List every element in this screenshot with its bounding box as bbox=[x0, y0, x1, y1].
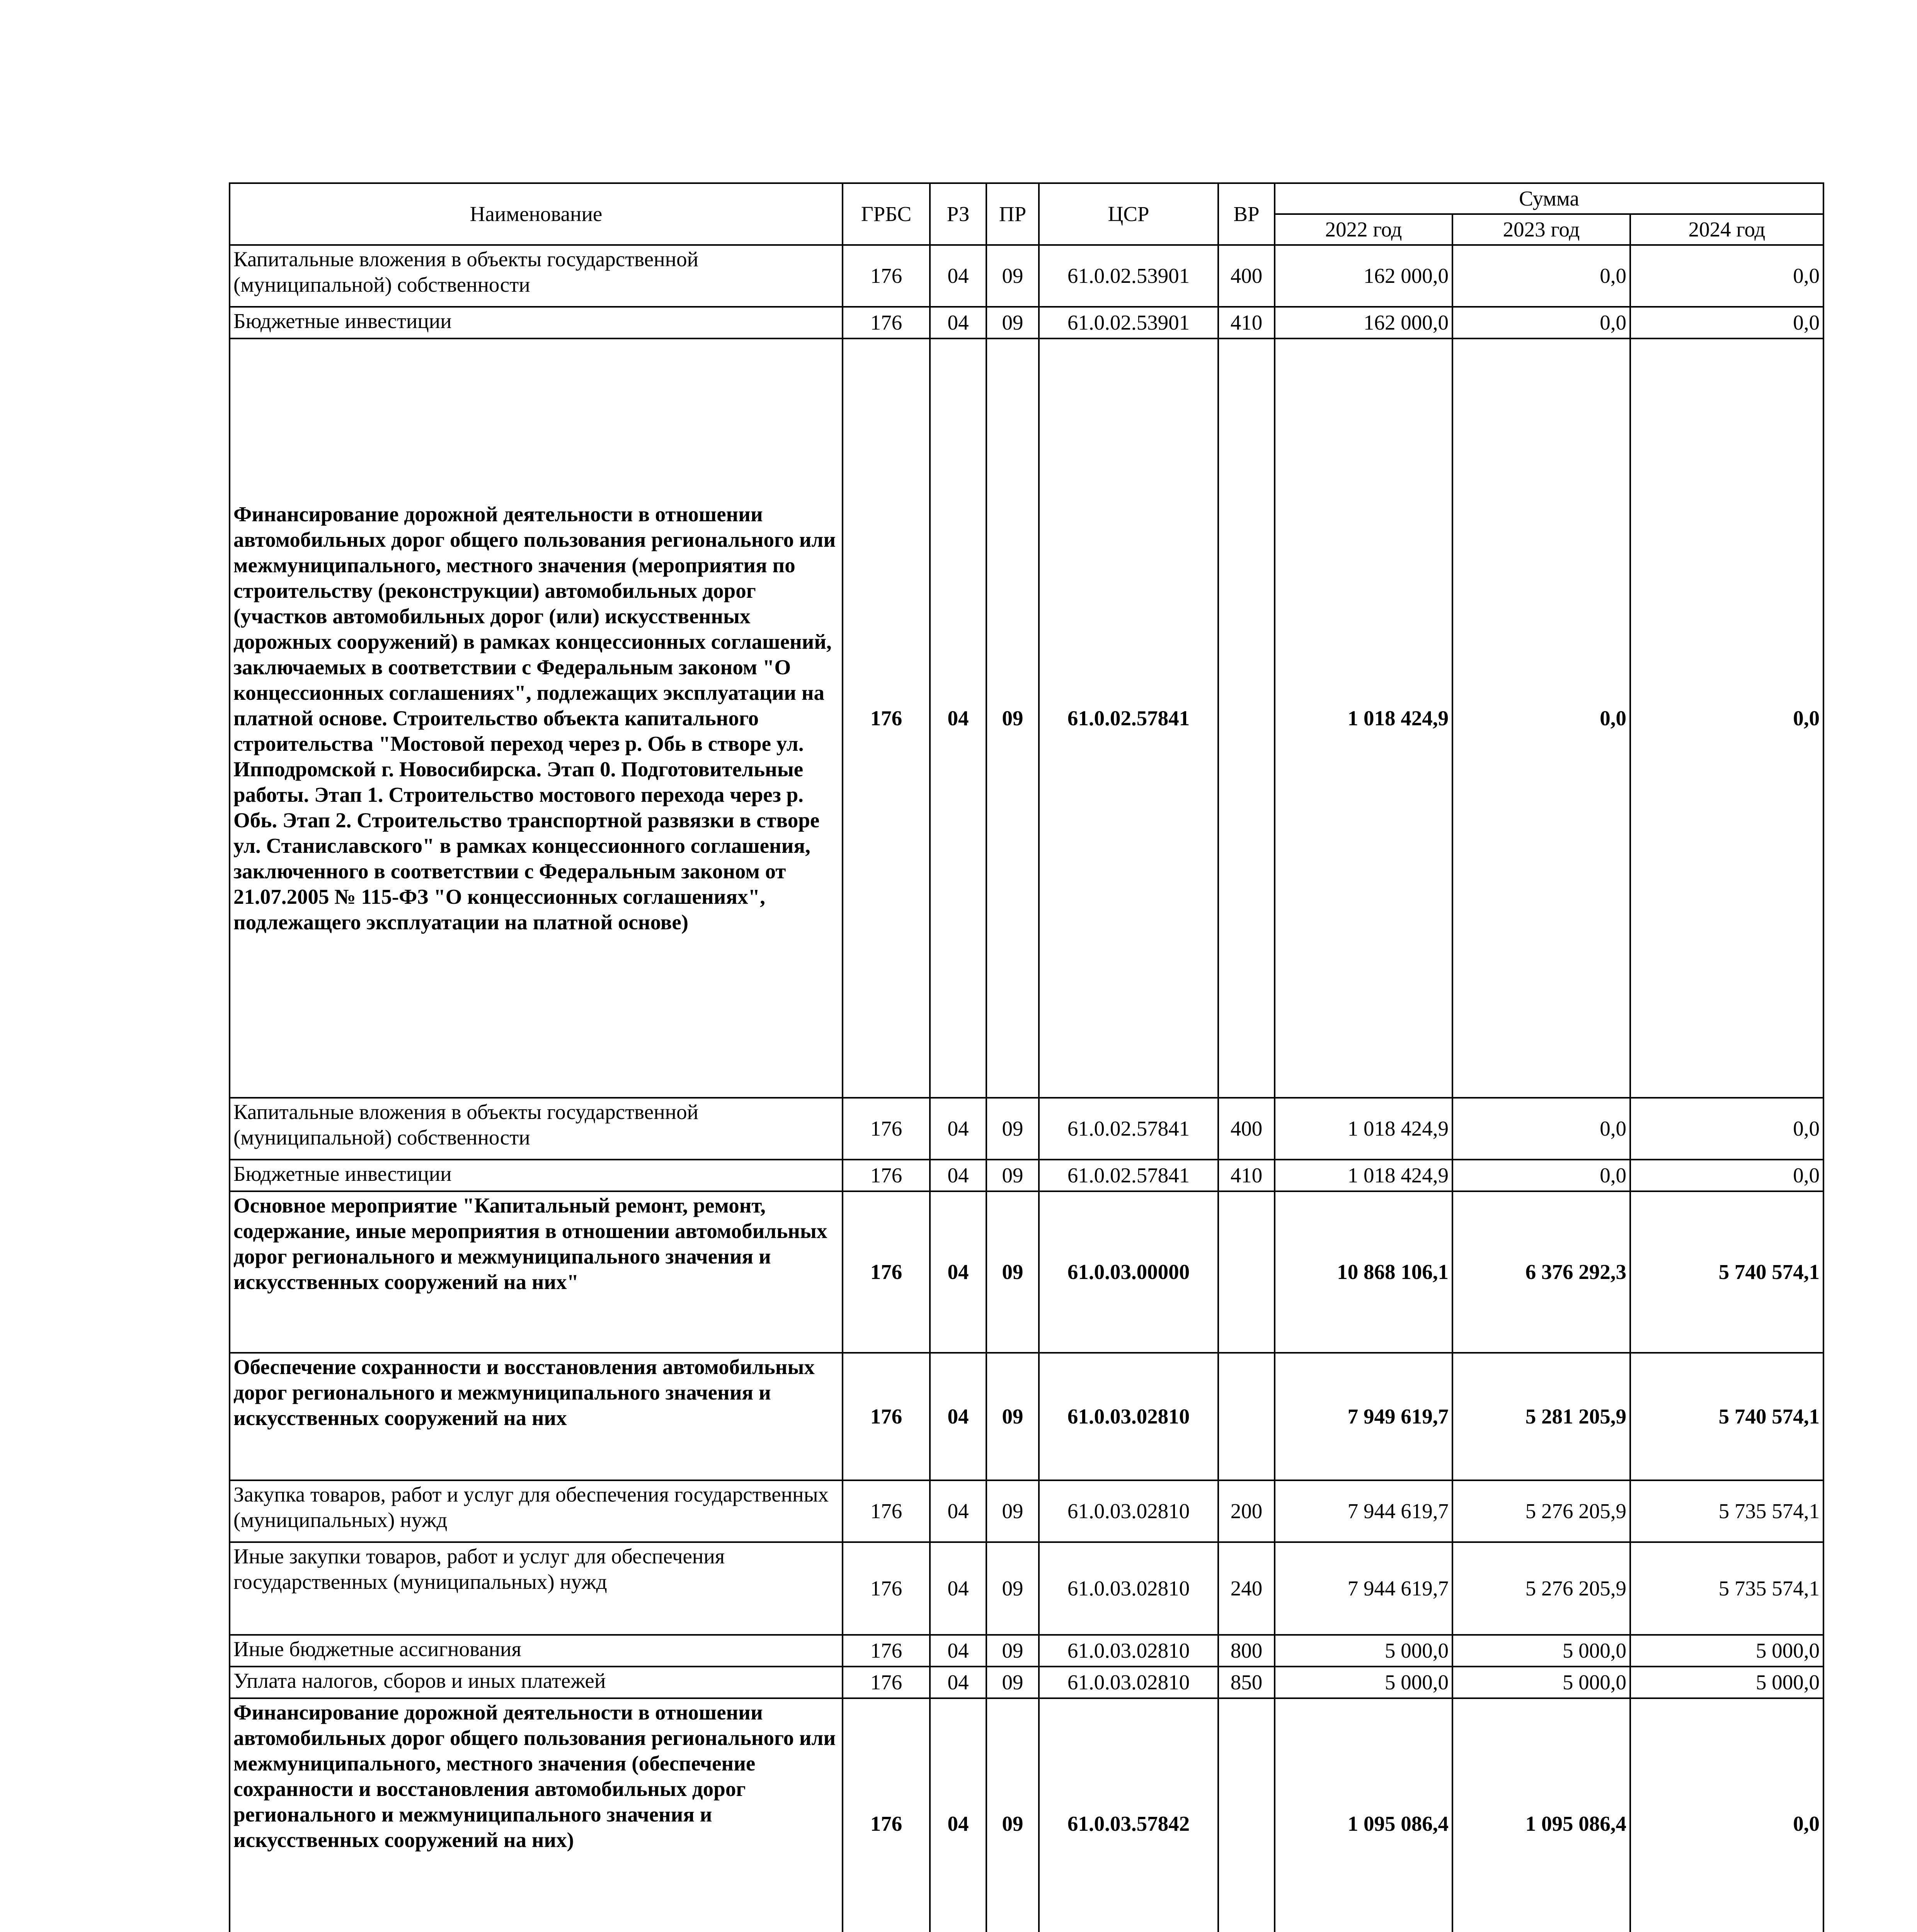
row-rz: 04 bbox=[930, 1698, 986, 1932]
table-row bbox=[230, 1191, 1823, 1353]
row-name: Капитальные вложения в объекты государственной (муниципальной) собственности bbox=[230, 245, 843, 307]
row-pr: 09 bbox=[986, 1480, 1039, 1542]
table-row bbox=[230, 1353, 1823, 1480]
row-sum-2024: 0,0 bbox=[1630, 1698, 1823, 1932]
header-name: Наименование bbox=[230, 183, 843, 245]
row-grbs: 176 bbox=[843, 1098, 930, 1160]
row-sum-2023: 0,0 bbox=[1452, 1098, 1630, 1160]
row-sum-2023: 5 000,0 bbox=[1452, 1667, 1630, 1698]
row-grbs: 176 bbox=[843, 338, 930, 1098]
row-csr: 61.0.03.02810 bbox=[1039, 1480, 1218, 1542]
row-name: Обеспечение сохранности и восстановления автомобильных дорог регионального и межмуниципального значения и искусственных сооружений на них bbox=[230, 1353, 843, 1480]
row-csr: 61.0.03.02810 bbox=[1039, 1635, 1218, 1667]
table-row bbox=[230, 245, 1823, 307]
row-csr: 61.0.03.00000 bbox=[1039, 1191, 1218, 1353]
row-pr: 09 bbox=[986, 1160, 1039, 1191]
row-vr: 400 bbox=[1218, 1098, 1275, 1160]
row-vr bbox=[1218, 1698, 1275, 1932]
row-grbs: 176 bbox=[843, 1160, 930, 1191]
row-sum-2022: 1 018 424,9 bbox=[1275, 1160, 1452, 1191]
row-rz: 04 bbox=[930, 1667, 986, 1698]
row-name: Иные закупки товаров, работ и услуг для обеспечения государственных (муниципальных) нужд bbox=[230, 1542, 843, 1635]
header-rz: РЗ bbox=[930, 183, 986, 245]
header-pr: ПР bbox=[986, 183, 1039, 245]
row-vr: 800 bbox=[1218, 1635, 1275, 1667]
header-year-2024: 2024 год bbox=[1630, 214, 1823, 245]
row-pr: 09 bbox=[986, 338, 1039, 1098]
row-pr: 09 bbox=[986, 1353, 1039, 1480]
header-csr: ЦСР bbox=[1039, 183, 1218, 245]
row-csr: 61.0.02.57841 bbox=[1039, 338, 1218, 1098]
row-sum-2023: 0,0 bbox=[1452, 245, 1630, 307]
row-sum-2022: 10 868 106,1 bbox=[1275, 1191, 1452, 1353]
row-name: Закупка товаров, работ и услуг для обеспечения государственных (муниципальных) нужд bbox=[230, 1480, 843, 1542]
row-csr: 61.0.02.53901 bbox=[1039, 307, 1218, 338]
row-sum-2023: 5 000,0 bbox=[1452, 1635, 1630, 1667]
table-row bbox=[230, 338, 1823, 1098]
row-sum-2024: 5 740 574,1 bbox=[1630, 1353, 1823, 1480]
row-rz: 04 bbox=[930, 1160, 986, 1191]
row-sum-2022: 7 944 619,7 bbox=[1275, 1542, 1452, 1635]
row-sum-2022: 7 944 619,7 bbox=[1275, 1480, 1452, 1542]
table-body bbox=[230, 245, 1823, 1932]
row-rz: 04 bbox=[930, 1191, 986, 1353]
row-csr: 61.0.02.53901 bbox=[1039, 245, 1218, 307]
row-sum-2024: 0,0 bbox=[1630, 1160, 1823, 1191]
row-pr: 09 bbox=[986, 1098, 1039, 1160]
budget-table bbox=[229, 182, 1824, 1932]
row-pr: 09 bbox=[986, 1635, 1039, 1667]
row-sum-2023: 0,0 bbox=[1452, 338, 1630, 1098]
table-row bbox=[230, 1667, 1823, 1698]
row-sum-2024: 0,0 bbox=[1630, 307, 1823, 338]
row-name: Основное мероприятие "Капитальный ремонт, ремонт, содержание, иные мероприятия в отношении автомобильных дорог регионального и межмуниципального значения и искусственных сооружений на них" bbox=[230, 1191, 843, 1353]
row-sum-2022: 1 095 086,4 bbox=[1275, 1698, 1452, 1932]
row-name: Финансирование дорожной деятельности в отношении автомобильных дорог общего пользования регионального или межмуниципального, местного значения (обеспечение сохранности и восстановления автомобильных дорог регионального и межмуниципального значения и искусственных сооружений на них) bbox=[230, 1698, 843, 1932]
row-rz: 04 bbox=[930, 1098, 986, 1160]
header-vr: ВР bbox=[1218, 183, 1275, 245]
row-csr: 61.0.03.02810 bbox=[1039, 1542, 1218, 1635]
row-sum-2024: 5 735 574,1 bbox=[1630, 1542, 1823, 1635]
row-vr: 410 bbox=[1218, 1160, 1275, 1191]
table-row bbox=[230, 1098, 1823, 1160]
row-vr bbox=[1218, 1191, 1275, 1353]
row-pr: 09 bbox=[986, 245, 1039, 307]
row-pr: 09 bbox=[986, 1542, 1039, 1635]
row-sum-2023: 0,0 bbox=[1452, 1160, 1630, 1191]
header-sum: Сумма bbox=[1275, 183, 1823, 214]
row-sum-2023: 6 376 292,3 bbox=[1452, 1191, 1630, 1353]
row-csr: 61.0.03.02810 bbox=[1039, 1353, 1218, 1480]
row-grbs: 176 bbox=[843, 1480, 930, 1542]
row-sum-2024: 5 735 574,1 bbox=[1630, 1480, 1823, 1542]
row-sum-2023: 0,0 bbox=[1452, 307, 1630, 338]
row-sum-2023: 5 276 205,9 bbox=[1452, 1542, 1630, 1635]
row-grbs: 176 bbox=[843, 1542, 930, 1635]
table-row bbox=[230, 1160, 1823, 1191]
row-sum-2024: 0,0 bbox=[1630, 1098, 1823, 1160]
row-pr: 09 bbox=[986, 1191, 1039, 1353]
table-row bbox=[230, 1698, 1823, 1932]
row-rz: 04 bbox=[930, 245, 986, 307]
row-rz: 04 bbox=[930, 1635, 986, 1667]
row-sum-2023: 5 276 205,9 bbox=[1452, 1480, 1630, 1542]
row-sum-2024: 5 740 574,1 bbox=[1630, 1191, 1823, 1353]
row-rz: 04 bbox=[930, 338, 986, 1098]
row-sum-2022: 5 000,0 bbox=[1275, 1667, 1452, 1698]
table-row bbox=[230, 1542, 1823, 1635]
row-sum-2023: 5 281 205,9 bbox=[1452, 1353, 1630, 1480]
table-row bbox=[230, 1480, 1823, 1542]
row-vr: 400 bbox=[1218, 245, 1275, 307]
row-name: Бюджетные инвестиции bbox=[230, 307, 843, 338]
row-sum-2024: 0,0 bbox=[1630, 245, 1823, 307]
row-pr: 09 bbox=[986, 1698, 1039, 1932]
header-grbs: ГРБС bbox=[843, 183, 930, 245]
row-pr: 09 bbox=[986, 1667, 1039, 1698]
row-vr bbox=[1218, 1353, 1275, 1480]
row-name: Финансирование дорожной деятельности в отношении автомобильных дорог общего пользования регионального или межмуниципального, местного значения (мероприятия по строительству (реконструкции) автомобильных дорог (участков автомобильных дорог (или) искусственных дорожных сооружений) в рамках концессионных соглашений, заключаемых в соответствии с Федеральным законом "О концессионных соглашениях", подлежащих эксплуатации на платной основе. Строительство объекта капитального строительства "Мостовой переход через р. Обь в створе ул. Ипподромской г. Новосибирска. Этап 0. Подготовительные работы. Этап 1. Строительство мостового перехода через р. Обь. Этап 2. Строительство транспортной развязки в створе ул. Станиславского" в рамках концессионного соглашения, заключенного в соответствии с Федеральным законом от 21.07.2005 № 115-ФЗ "О концессионных соглашениях", подлежащего эксплуатации на платной основе) bbox=[230, 338, 843, 1098]
row-vr bbox=[1218, 338, 1275, 1098]
table-row bbox=[230, 307, 1823, 338]
row-rz: 04 bbox=[930, 1480, 986, 1542]
row-sum-2024: 5 000,0 bbox=[1630, 1635, 1823, 1667]
row-grbs: 176 bbox=[843, 1667, 930, 1698]
row-grbs: 176 bbox=[843, 245, 930, 307]
row-pr: 09 bbox=[986, 307, 1039, 338]
row-name: Иные бюджетные ассигнования bbox=[230, 1635, 843, 1667]
row-name: Капитальные вложения в объекты государственной (муниципальной) собственности bbox=[230, 1098, 843, 1160]
row-vr: 850 bbox=[1218, 1667, 1275, 1698]
row-grbs: 176 bbox=[843, 1635, 930, 1667]
row-vr: 200 bbox=[1218, 1480, 1275, 1542]
row-grbs: 176 bbox=[843, 1353, 930, 1480]
row-sum-2022: 1 018 424,9 bbox=[1275, 338, 1452, 1098]
row-name: Бюджетные инвестиции bbox=[230, 1160, 843, 1191]
row-name: Уплата налогов, сборов и иных платежей bbox=[230, 1667, 843, 1698]
row-sum-2023: 1 095 086,4 bbox=[1452, 1698, 1630, 1932]
row-sum-2022: 1 018 424,9 bbox=[1275, 1098, 1452, 1160]
row-sum-2022: 162 000,0 bbox=[1275, 307, 1452, 338]
row-rz: 04 bbox=[930, 1542, 986, 1635]
row-grbs: 176 bbox=[843, 1698, 930, 1932]
row-csr: 61.0.03.02810 bbox=[1039, 1667, 1218, 1698]
row-sum-2022: 5 000,0 bbox=[1275, 1635, 1452, 1667]
row-vr: 410 bbox=[1218, 307, 1275, 338]
row-rz: 04 bbox=[930, 307, 986, 338]
header-year-2022: 2022 год bbox=[1275, 214, 1452, 245]
row-rz: 04 bbox=[930, 1353, 986, 1480]
row-sum-2024: 0,0 bbox=[1630, 338, 1823, 1098]
row-sum-2022: 7 949 619,7 bbox=[1275, 1353, 1452, 1480]
row-csr: 61.0.03.57842 bbox=[1039, 1698, 1218, 1932]
row-vr: 240 bbox=[1218, 1542, 1275, 1635]
row-sum-2024: 5 000,0 bbox=[1630, 1667, 1823, 1698]
row-grbs: 176 bbox=[843, 1191, 930, 1353]
header-year-2023: 2023 год bbox=[1452, 214, 1630, 245]
row-csr: 61.0.02.57841 bbox=[1039, 1160, 1218, 1191]
row-grbs: 176 bbox=[843, 307, 930, 338]
table-row bbox=[230, 1635, 1823, 1667]
row-sum-2022: 162 000,0 bbox=[1275, 245, 1452, 307]
row-csr: 61.0.02.57841 bbox=[1039, 1098, 1218, 1160]
